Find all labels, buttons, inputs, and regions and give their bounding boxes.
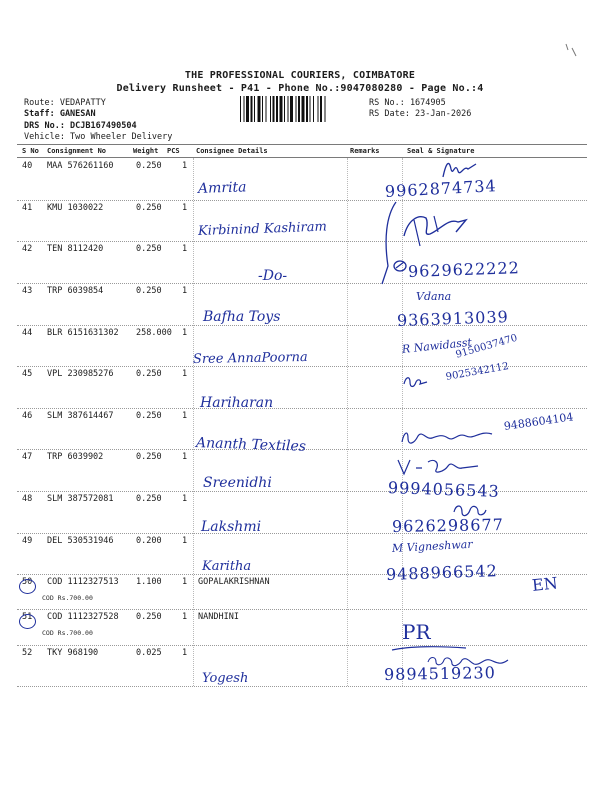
col-weight: Weight: [133, 147, 159, 155]
handwritten-signer: R Nawidasst: [401, 335, 473, 356]
circled-serial-mark: [19, 579, 36, 594]
barcode-bar: [306, 96, 308, 122]
pieces-count: 1: [182, 328, 188, 338]
row-divider: [17, 491, 587, 492]
signature-mark: [394, 454, 484, 478]
consignment-number: TEN 8112420: [47, 244, 104, 254]
weight-value: 0.250: [136, 494, 162, 504]
serial-number: 45: [22, 369, 33, 379]
signature-mark: [396, 424, 500, 450]
handwritten-phone: 9488966542: [385, 561, 499, 584]
barcode-bar: [244, 96, 245, 122]
barcode-bar: [276, 96, 278, 122]
circled-serial-mark: [19, 614, 36, 629]
serial-number: 47: [22, 452, 33, 462]
pieces-count: 1: [182, 286, 188, 296]
staff-label: Staff: GANESAN: [24, 109, 96, 119]
barcode-bar: [320, 96, 322, 122]
consignment-number: SLM 387572081: [47, 494, 114, 504]
stray-mark: [560, 40, 580, 60]
weight-value: 0.200: [136, 536, 162, 546]
serial-number: 48: [22, 494, 33, 504]
cod-amount: COD Rs.700.00: [42, 629, 93, 637]
drs-number: DRS No.: DCJB167490504: [24, 121, 137, 131]
cod-amount: COD Rs.700.00: [42, 594, 93, 602]
barcode-bar: [313, 96, 314, 122]
handwritten-phone: 9994056543: [387, 478, 501, 501]
handwritten-name: Bafha Toys: [203, 309, 281, 325]
table-header-rule: [17, 157, 587, 158]
handwritten-phone: 9025342112: [445, 361, 510, 383]
consignment-number: VPL 230985276: [47, 369, 114, 379]
weight-value: 0.250: [136, 203, 162, 213]
barcode-bar: [273, 96, 275, 122]
col-pcs: PCS: [167, 147, 180, 155]
serial-number: 46: [22, 411, 33, 421]
consignment-number: SLM 387614467: [47, 411, 114, 421]
barcode-bar: [288, 96, 289, 122]
barcode-bar: [254, 96, 255, 122]
weight-value: 1.100: [136, 577, 162, 587]
handwritten-name: Yogesh: [202, 671, 249, 686]
col-consignment: Consignment No: [47, 147, 107, 155]
handwritten-name: Kirbinind Kashiram: [197, 219, 328, 239]
handwritten-phone: 9629622222: [407, 258, 521, 281]
barcode-bar: [258, 96, 261, 122]
consignment-number: COD 1112327513: [47, 577, 119, 587]
weight-value: 0.250: [136, 286, 162, 296]
weight-value: 0.250: [136, 612, 162, 622]
barcode-bar: [310, 96, 311, 122]
consignment-number: KMU 1030022: [47, 203, 104, 213]
pieces-count: 1: [182, 161, 188, 171]
serial-number: 50: [22, 577, 33, 587]
handwritten-name: Lakshmi: [201, 519, 262, 535]
weight-value: 0.250: [136, 452, 162, 462]
barcode-bar: [251, 96, 253, 122]
weight-value: 0.250: [136, 369, 162, 379]
barcode-bar: [318, 96, 319, 122]
serial-number: 49: [22, 536, 33, 546]
pieces-count: 1: [182, 203, 188, 213]
consignment-number: BLR 6151631302: [47, 328, 119, 338]
handwritten-name: Ananth Textiles: [195, 435, 307, 455]
consignment-number: TRP 6039854: [47, 286, 104, 296]
serial-number: 43: [22, 286, 33, 296]
remarks-column-guide: [347, 158, 348, 686]
serial-number: 40: [22, 161, 33, 171]
row-divider: [17, 609, 587, 610]
barcode-bar: [280, 96, 283, 122]
serial-number: 51: [22, 612, 33, 622]
col-consignee: Consignee Details: [196, 147, 268, 155]
weight-value: 0.025: [136, 648, 162, 658]
handwritten-name: Karitha: [202, 559, 252, 574]
handwritten-name: Hariharan: [200, 395, 274, 411]
barcode-bar: [325, 96, 326, 122]
consignment-number: COD 1112327528: [47, 612, 119, 622]
serial-number: 42: [22, 244, 33, 254]
consignment-number: TRP 6039902: [47, 452, 104, 462]
table-top-rule: [17, 144, 587, 145]
barcode-bar: [298, 96, 300, 122]
row-divider: [17, 686, 587, 687]
consignee-name: NANDHINI: [198, 612, 239, 622]
row-divider: [17, 574, 587, 575]
pieces-count: 1: [182, 452, 188, 462]
consignment-number: MAA 576261160: [47, 161, 114, 171]
pieces-count: 1: [182, 244, 188, 254]
barcode-bar: [240, 96, 241, 122]
row-divider: [17, 645, 587, 646]
col-sno: S No: [22, 147, 39, 155]
handwritten-mark: PR: [402, 620, 431, 644]
consignment-number: TKY 968190: [47, 648, 99, 658]
consignee-name: GOPALAKRISHNAN: [198, 577, 270, 587]
pieces-count: 1: [182, 494, 188, 504]
weight-value: 258.000: [136, 328, 172, 338]
barcode-bar: [266, 96, 267, 122]
signature-mark: [400, 372, 430, 392]
barcode-bar: [270, 96, 271, 122]
pieces-count: 1: [182, 536, 188, 546]
underline-stroke: [390, 644, 468, 652]
weight-value: 0.250: [136, 161, 162, 171]
weight-value: 0.250: [136, 244, 162, 254]
rs-date: RS Date: 23-Jan-2026: [369, 109, 472, 119]
handwritten-name: Amrita: [197, 179, 247, 197]
handwritten-signer: M Vigneshwar: [391, 537, 473, 555]
weight-value: 0.250: [136, 411, 162, 421]
barcode-bar: [246, 96, 249, 122]
consignee-column-guide: [193, 158, 194, 686]
barcode-bar: [284, 96, 285, 122]
handwritten-phone: 9150037470: [454, 332, 519, 361]
handwritten-mark: EN: [531, 573, 559, 595]
handwritten-phone: 9488604104: [503, 410, 575, 433]
handwritten-name: Sree AnnaPoorna: [192, 349, 308, 367]
barcode-bar: [302, 96, 305, 122]
runsheet-subtitle: Delivery Runsheet - P41 - Phone No.:9047080280 - Page No.:4: [116, 83, 484, 94]
pieces-count: 1: [182, 612, 188, 622]
pieces-count: 1: [182, 369, 188, 379]
pieces-count: 1: [182, 648, 188, 658]
serial-number: 52: [22, 648, 33, 658]
serial-number: 41: [22, 203, 33, 213]
handwritten-phone: 9626298677: [391, 515, 504, 536]
handwritten-phone: 9363913039: [396, 307, 510, 330]
handwritten-name: Sreenidhi: [203, 475, 272, 491]
barcode-bar: [296, 96, 297, 122]
rs-number: RS No.: 1674905: [369, 98, 446, 108]
handwritten-phone: 9962874734: [384, 176, 498, 201]
handwritten-signer: Vdana: [416, 290, 452, 303]
barcode-bar: [290, 96, 293, 122]
vehicle-label: Vehicle: Two Wheeler Delivery: [24, 132, 173, 142]
barcode: [239, 96, 365, 122]
col-seal-signature: Seal & Signature: [407, 147, 475, 155]
row-divider: [17, 408, 587, 409]
consignment-number: DEL 530531946: [47, 536, 114, 546]
pieces-count: 1: [182, 411, 188, 421]
pieces-count: 1: [182, 577, 188, 587]
col-remarks: Remarks: [350, 147, 380, 155]
route-label: Route: VEDAPATTY: [24, 98, 106, 108]
barcode-bar: [262, 96, 263, 122]
handwritten-name: -Do-: [258, 268, 288, 284]
company-title: THE PROFESSIONAL COURIERS, COIMBATORE: [184, 70, 416, 81]
handwritten-phone: 9894519230: [383, 663, 496, 684]
serial-number: 44: [22, 328, 33, 338]
